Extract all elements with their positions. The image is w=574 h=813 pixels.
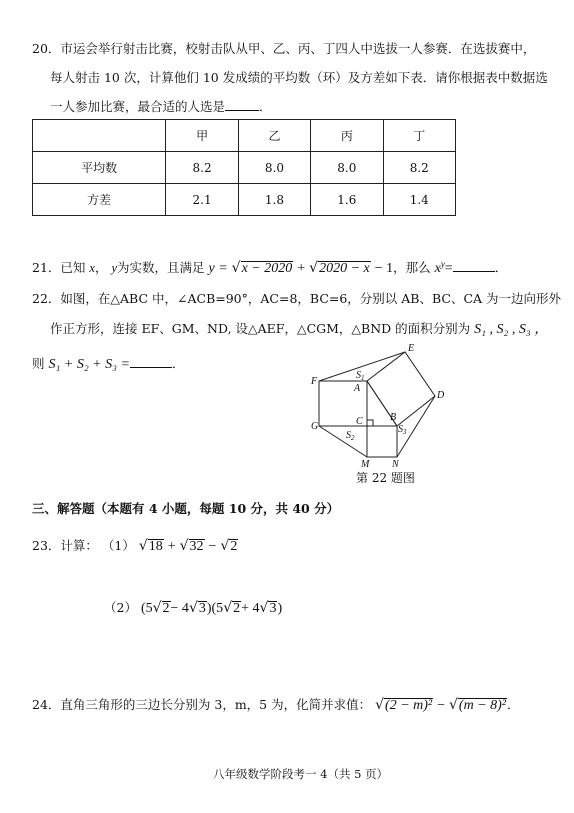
q24-text: 24．直角三角形的三边长分别为 3，m，5 为，化简并求值： <box>32 697 372 712</box>
table-cell: 1.6 <box>311 184 383 216</box>
q22-geometry-figure <box>300 340 460 470</box>
label-s3: $S_3$ <box>398 424 407 436</box>
q21-end: ． <box>494 260 508 275</box>
q23-expr: ) <box>277 601 283 616</box>
q22-line2-text: 作正方形，连接 EF、GM、ND, 设△AEF，△CGM，△BND 的面积分别为 <box>50 321 471 336</box>
q21-eq: = <box>444 261 453 276</box>
radical-sign: √ <box>138 538 148 554</box>
table-cell: 方差 <box>33 184 166 216</box>
q23-expr: − 4 <box>170 601 189 616</box>
table-cell: 8.0 <box>311 152 383 184</box>
var-y: y <box>111 261 118 275</box>
q23-part2-num: （2） <box>104 600 137 615</box>
radical-sign: √ <box>259 600 269 616</box>
q22-line1: 22．如图，在△ABC 中，∠ACB=90°，AC=8，BC=6，分别以 AB、BC、CA 为一边向形外 <box>32 291 562 306</box>
table-header-cell: 丙 <box>311 120 383 152</box>
q23-radicand: 18 <box>148 539 163 554</box>
q21-then: ，那么 <box>393 260 431 275</box>
q21-plus: + <box>297 261 306 276</box>
q23-expr: + 4 <box>241 601 260 616</box>
radical-sign: √ <box>152 600 162 616</box>
q22-line3 <box>32 354 184 373</box>
q23-op: − <box>208 539 217 554</box>
table-cell: 8.2 <box>166 152 238 184</box>
q24-radicand-2: (m − 8)² <box>458 698 507 713</box>
table-header-cell: 乙 <box>238 120 310 152</box>
label-s2: $S_2$ <box>346 430 355 442</box>
radical-sign: √ <box>220 538 230 554</box>
q23-expr: (5 <box>140 601 153 616</box>
q21-radicand-1: x − 2020 <box>241 261 293 276</box>
q23-radicand: 2 <box>230 539 238 554</box>
q24-end: ． <box>507 697 520 712</box>
q20-line1: 20．市运会举行射击比赛，校射击队从甲、乙、丙、丁四人中选拔一人参赛．在选拔赛中， <box>32 41 536 56</box>
answer-blank[interactable] <box>225 98 259 111</box>
q24-radicand-1: (2 − m)² <box>385 698 433 713</box>
section-title: 三、解答题（本题有 4 小题，每题 10 分，共 40 分） <box>32 501 340 516</box>
table-cell: 8.2 <box>383 152 455 184</box>
square-on-bc <box>367 426 397 457</box>
table-header-cell <box>33 120 166 152</box>
q24-minus: − <box>437 698 446 713</box>
q23-radicand: 2 <box>233 601 241 616</box>
q20-line2: 每人射击 10 次，计算他们 10 发成绩的平均数（环）及方差如下表．请你根据表中数据选 <box>50 70 548 85</box>
q23-part1 <box>32 536 238 555</box>
q23-label: 23．计算： <box>32 538 98 553</box>
page-footer: 八年级数学阶段考一 4（共 5 页） <box>213 767 389 781</box>
q21-eq-lhs: y = <box>208 261 228 276</box>
radical-sign: √ <box>179 538 189 554</box>
q21-minus-one: − 1 <box>374 261 394 276</box>
q21-radicand-2: 2020 − x <box>319 261 370 276</box>
q23-radicand: 3 <box>269 601 277 616</box>
label-a: A <box>354 383 361 394</box>
table-header-cell: 丁 <box>383 120 455 152</box>
table-cell: 2.1 <box>166 184 238 216</box>
q22-s-list: S₁ , S₂ , S₃ ， <box>474 322 549 337</box>
q20-line3-end: ． <box>259 99 272 114</box>
q23-part2 <box>104 598 282 617</box>
label-g: G <box>311 421 319 432</box>
answer-blank[interactable] <box>130 355 172 368</box>
q20-data-table <box>32 119 456 216</box>
right-angle-mark <box>367 420 373 426</box>
q20-line3-text: 一人参加比赛，最合适的人选是 <box>50 99 226 114</box>
radical-sign: √ <box>223 600 233 616</box>
q21-power-base: x <box>434 261 441 276</box>
q23-expr: )(5 <box>206 601 224 616</box>
label-m: M <box>361 459 370 470</box>
radical-sign: √ <box>188 600 198 616</box>
table-header-row <box>33 120 456 152</box>
q24-line <box>32 695 520 714</box>
q22-line3-end: ． <box>171 356 185 371</box>
q23-radicand: 2 <box>162 601 170 616</box>
radical-sign: √ <box>231 260 241 276</box>
radical-sign: √ <box>309 260 319 276</box>
label-n: N <box>392 459 399 470</box>
radical-sign: √ <box>449 697 458 713</box>
q21-prefix: 21．已知 <box>32 260 86 275</box>
segment-gm <box>319 426 367 457</box>
table-cell: 平均数 <box>33 152 166 184</box>
q22-figure-caption: 第 22 题图 <box>356 471 415 485</box>
q23-radicand: 3 <box>198 601 206 616</box>
q21-power-exp: y <box>440 258 445 269</box>
table-row <box>33 184 456 216</box>
table-header-cell: 甲 <box>166 120 238 152</box>
label-d: D <box>437 390 445 401</box>
q21-mid: 为实数，且满足 <box>117 260 205 275</box>
table-cell: 1.8 <box>238 184 310 216</box>
q22-line3-prefix: 则 <box>32 356 45 371</box>
label-e: E <box>408 343 415 354</box>
q22-sum: S₁ + S₂ + S₃ = <box>48 357 130 372</box>
square-on-ab <box>367 352 435 426</box>
label-c: C <box>356 416 363 427</box>
q22-line2 <box>50 318 548 338</box>
label-f: F <box>311 376 318 387</box>
radical-sign: √ <box>375 697 385 713</box>
label-s1: $S_1$ <box>356 370 365 382</box>
answer-blank[interactable] <box>453 259 495 272</box>
q21-line <box>32 258 507 277</box>
q21-sep: ， <box>94 260 108 275</box>
q23-part1-num: （1） <box>101 538 135 553</box>
q23-op: + <box>167 539 176 554</box>
q23-radicand: 32 <box>189 539 204 554</box>
table-cell: 8.0 <box>238 152 310 184</box>
table-cell: 1.4 <box>383 184 455 216</box>
table-row <box>33 152 456 184</box>
q20-line3 <box>50 97 272 115</box>
label-b: B <box>390 412 397 423</box>
var-x: x <box>89 261 95 275</box>
